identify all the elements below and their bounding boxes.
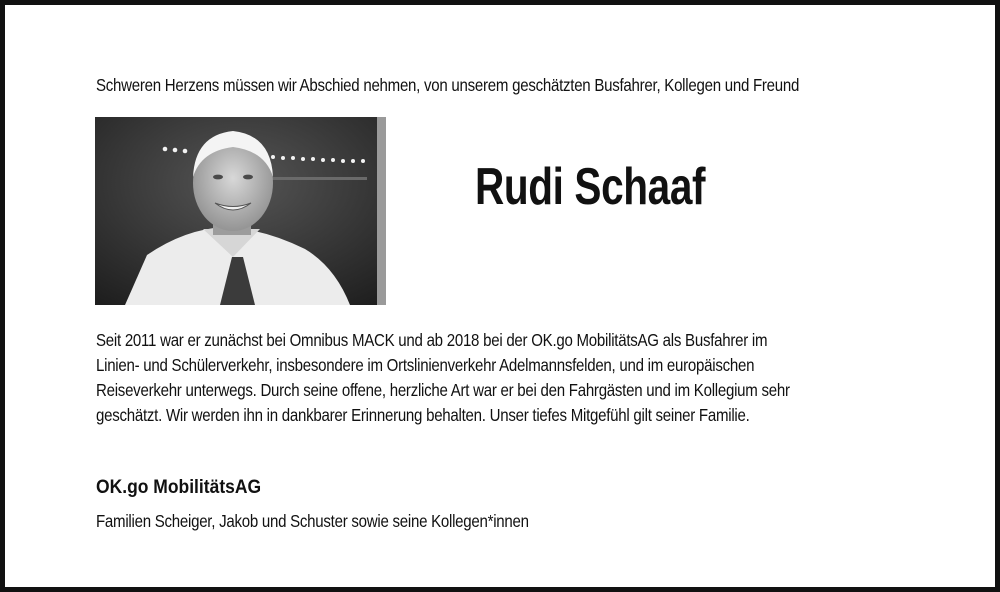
body-line: geschätzt. Wir werden ihn in dankbarer Erinnerung behalten. Unser tiefes Mitgefühl gilt seiner Familie. [96, 405, 750, 425]
company-signature: OK.go MobilitätsAG [96, 477, 262, 498]
body-line: Linien- und Schülerverkehr, insbesondere im Ortslinienverkehr Adelmannsfelden, und im europäischen [96, 355, 755, 375]
body-line: Seit 2011 war er zunächst bei Omnibus MACK und ab 2018 bei der OK.go MobilitätsAG als Busfahrer im [96, 330, 768, 350]
intro-text: Schweren Herzens müssen wir Abschied nehmen, von unserem geschätzten Busfahrer, Kollegen und Freund [96, 75, 800, 95]
families-signature: Familien Scheiger, Jakob und Schuster sowie seine Kollegen*innen [96, 511, 529, 531]
deceased-name: Rudi Schaaf [475, 158, 706, 216]
obituary-body [96, 328, 913, 428]
portrait-photo-icon [95, 117, 386, 305]
body-line: Reiseverkehr unterwegs. Durch seine offene, herzliche Art war er bei den Fahrgästen und im Kollegium sehr [96, 380, 790, 400]
portrait-photo [95, 117, 386, 305]
